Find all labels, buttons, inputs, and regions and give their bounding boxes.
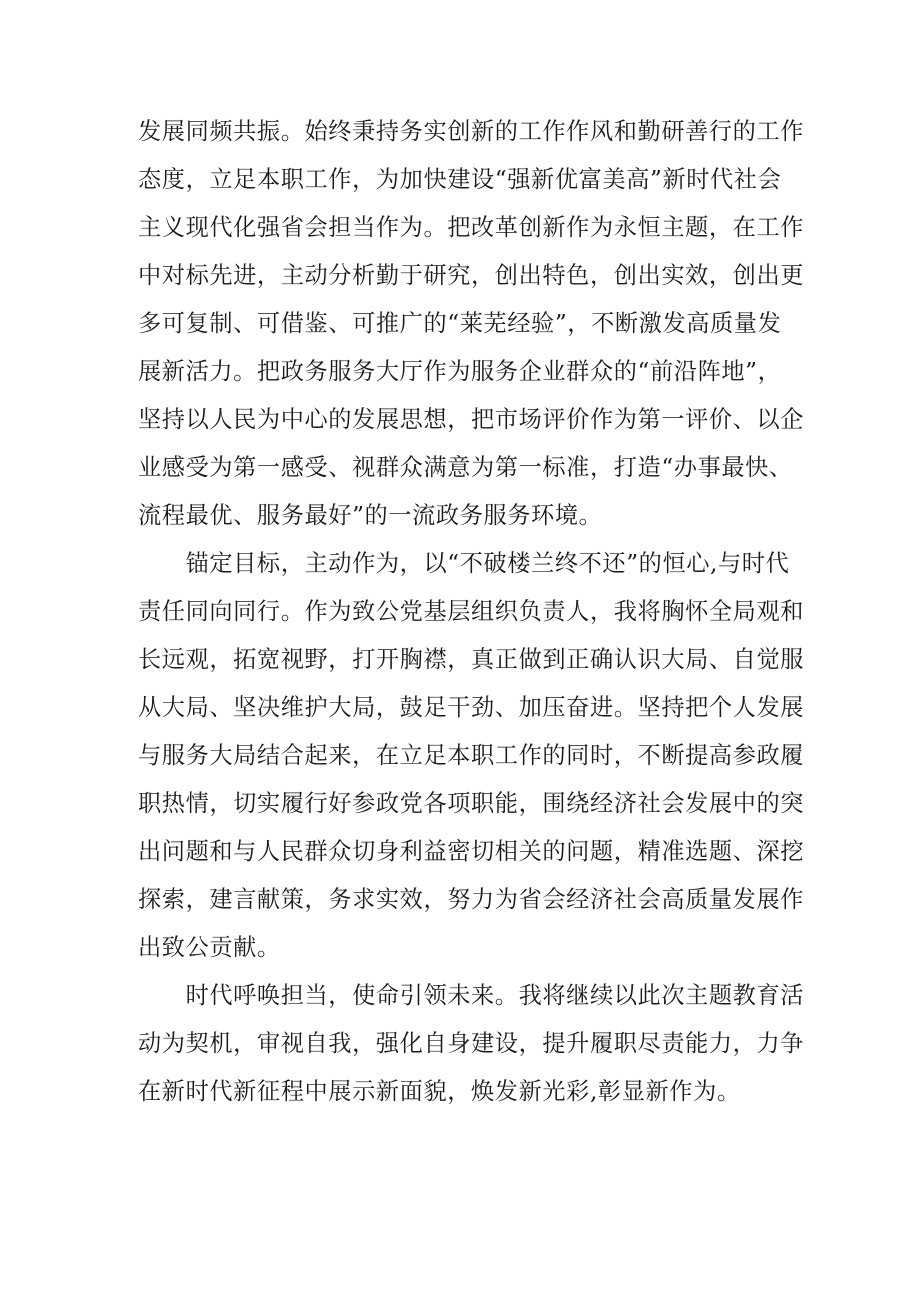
text-line: 出致公贡献。 [138,934,281,961]
paragraph-1 [138,108,805,540]
text-line: 中对标先进，主动分析勤于研究，创出特色，创出实效，创出更 [138,262,805,289]
text-line: 与服务大局结合起来，在立足本职工作的同时，不断提高参政履 [138,742,805,769]
text-line: 发展同频共振。始终秉持务实创新的工作作风和勤研善行的工作 [138,118,805,145]
text-line: 展新活力。把政务服务大厅作为服务企业群众的“前沿阵地”， [138,358,782,385]
text-line: 职热情，切实履行好参政党各项职能，围绕经济社会发展中的突 [138,790,805,817]
text-line: 多可复制、可借鉴、可推广的“莱芜经验”，不断激发高质量发 [138,310,782,337]
text-line: 动为契机，审视自我，强化自身建设，提升履职尽责能力，力争 [138,1030,805,1057]
text-line: 坚持以人民为中心的发展思想，把市场评价作为第一评价、以企 [138,406,805,433]
paragraph-3 [138,972,805,1116]
text-line: 业感受为第一感受、视群众满意为第一标准，打造“办事最快、 [138,454,793,481]
text-line: 长远观，拓宽视野，打开胸襟，真正做到正确认识大局、自觉服 [138,646,805,673]
text-line: 在新时代新征程中展示新面貌，焕发新光彩,彰显新作为。 [138,1078,741,1105]
text-line: 态度，立足本职工作，为加快建设“强新优富美高”新时代社会 [138,166,782,193]
text-line: 主义现代化强省会担当作为。把改革创新作为永恒主题，在工作 [138,214,805,241]
text-line: 责任同向同行。作为致公党基层组织负责人，我将胸怀全局观和 [138,598,805,625]
text-line: 流程最优、服务最好”的一流政务服务环境。 [138,502,603,529]
text-line: 探索，建言献策，务求实效，努力为省会经济社会高质量发展作 [138,886,805,913]
text-line: 时代呼唤担当，使命引领未来。我将继续以此次主题教育活 [138,982,805,1009]
paragraph-2 [138,540,805,972]
document-body [138,108,805,1116]
text-line: 锚定目标，主动作为，以“不破楼兰终不还”的恒心,与时代 [138,550,790,577]
text-line: 从大局、坚决维护大局，鼓足干劲、加压奋进。坚持把个人发展 [138,694,805,721]
text-line: 出问题和与人民群众切身利益密切相关的问题，精准选题、深挖 [138,838,805,865]
